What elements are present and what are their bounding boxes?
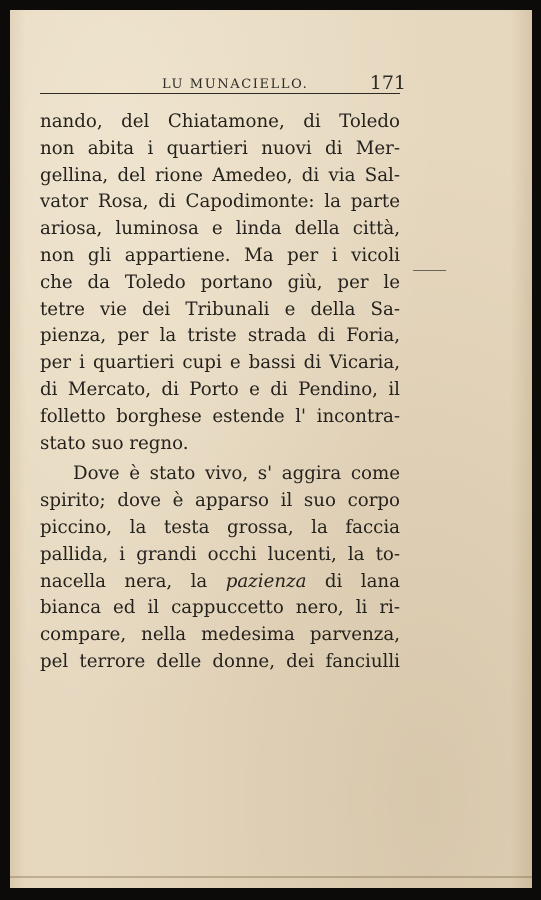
header-rule bbox=[40, 93, 400, 94]
page-number: 171 bbox=[369, 72, 406, 94]
body-text bbox=[40, 109, 400, 676]
paragraph bbox=[40, 109, 400, 457]
text-line: nacella nera, la pazienza di lana bbox=[40, 570, 400, 592]
text-line: vator Rosa, di Capodimonte: la parte bbox=[40, 191, 400, 213]
text-line: non abita i quartieri nuovi di Mer- bbox=[40, 137, 400, 159]
text-line: per i quartieri cupi e bassi di Vicaria, bbox=[40, 352, 400, 374]
text-line: pallida, i grandi occhi lucenti, la to- bbox=[40, 543, 400, 565]
page-bottom-edge bbox=[10, 876, 532, 878]
running-title: LU MUNACIELLO. bbox=[162, 77, 309, 92]
text-line: bianca ed il cappuccetto nero, li ri- bbox=[40, 597, 400, 619]
text-line: ariosa, luminosa e linda della città, bbox=[40, 218, 400, 240]
text-line: pel terrore delle donne, dei fanciulli bbox=[40, 650, 400, 672]
margin-mark bbox=[413, 270, 446, 271]
text-line: gellina, del rione Amedeo, di via Sal- bbox=[40, 164, 400, 186]
text-line: di Mercato, di Porto e di Pendino, il bbox=[40, 378, 400, 400]
text-line: spirito; dove è apparso il suo corpo bbox=[40, 490, 400, 512]
paragraph bbox=[40, 461, 400, 675]
emphasized-word: pazienza bbox=[225, 570, 307, 592]
page-header bbox=[50, 72, 410, 98]
text-line: pienza, per la triste strada di Foria, bbox=[40, 325, 400, 347]
text-line: non gli appartiene. Ma per i vicoli bbox=[40, 244, 400, 266]
text-line: Dove è stato vivo, s' aggira come bbox=[73, 463, 400, 485]
text-line: che da Toledo portano giù, per le bbox=[40, 271, 400, 293]
text-line: nando, del Chiatamone, di Toledo bbox=[40, 111, 400, 132]
text-line: folletto borghese estende l' incontra- bbox=[40, 405, 400, 427]
text-line: tetre vie dei Tribunali e della Sa- bbox=[40, 298, 400, 320]
text-line: stato suo regno. bbox=[40, 432, 189, 454]
text-line: compare, nella medesima parvenza, bbox=[40, 624, 400, 646]
text-line: piccino, la testa grossa, la faccia bbox=[40, 516, 400, 538]
